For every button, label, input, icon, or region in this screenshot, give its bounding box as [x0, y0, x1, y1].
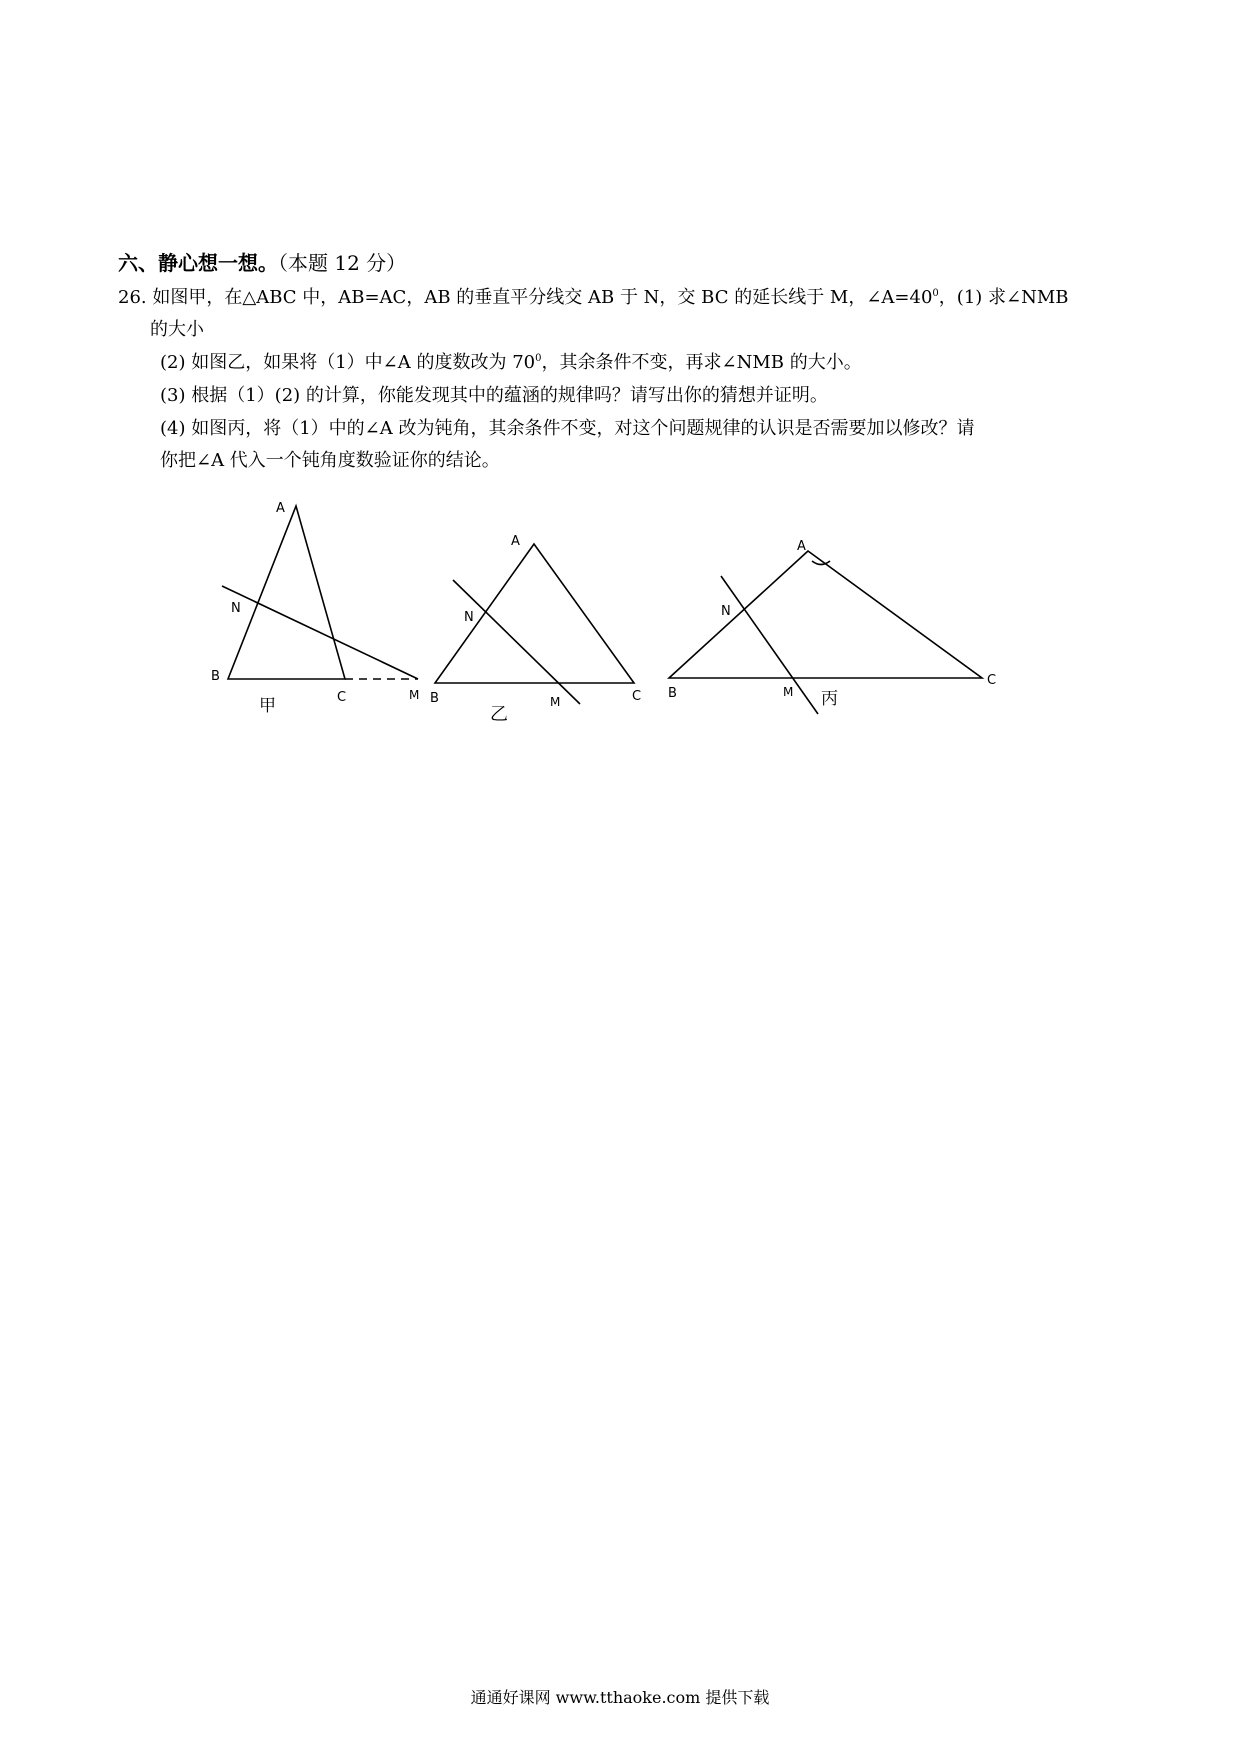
label-m-bing: M: [783, 685, 794, 699]
label-b-bing: B: [668, 686, 677, 701]
label-n-bing: N: [721, 604, 731, 619]
question-line-6: 你把∠A 代入一个钝角度数验证你的结论。: [160, 450, 500, 471]
label-a-jia: A: [276, 501, 285, 516]
label-n-jia: N: [231, 601, 241, 616]
geometry-figures: [0, 0, 1240, 760]
label-m-yi: M: [550, 695, 561, 709]
label-c-yi: C: [632, 689, 642, 704]
figure-jia: [222, 506, 418, 679]
question-line-2: 的大小: [150, 319, 204, 340]
caption-jia: 甲: [259, 696, 276, 716]
question-line-5: (4) 如图丙，将（1）中的∠A 改为钝角，其余条件不变，对这个问题规律的认识是否需要加以修改？请: [160, 418, 975, 439]
degree-sup: 0: [932, 288, 939, 299]
label-b-jia: B: [211, 669, 220, 684]
page-footer: 通通好课网 www.tthaoke.com 提供下载: [470, 1688, 770, 1707]
label-c-bing: C: [987, 673, 997, 688]
perpendicular-bisector-bing: [721, 576, 818, 714]
section-title: 六、静心想一想。: [118, 251, 278, 275]
perpendicular-bisector-yi: [453, 580, 580, 704]
label-b-yi: B: [430, 691, 439, 706]
caption-yi: 乙: [490, 704, 508, 725]
degree-sup: 0: [535, 353, 542, 364]
question-text: (2) 如图乙，如果将（1）中∠A 的度数改为 70: [160, 352, 536, 373]
caption-bing: 丙: [821, 689, 838, 709]
triangle-abc-jia: [228, 506, 345, 679]
section-points: （本题 12 分）: [278, 251, 407, 275]
label-n-yi: N: [464, 610, 474, 625]
question-line-4: (3) 根据（1）(2) 的计算，你能发现其中的蕴涵的规律吗？请写出你的猜想并证明。: [160, 385, 828, 406]
question-text: 26. 如图甲，在△ABC 中，AB=AC，AB 的垂直平分线交 AB 于 N，交 BC 的延长线于 M，∠A=40: [118, 287, 933, 308]
question-text: ，其余条件不变，再求∠NMB 的大小。: [541, 352, 862, 373]
label-c-jia: C: [337, 690, 347, 705]
label-a-bing: A: [797, 539, 806, 554]
angle-arc-a-bing: [812, 561, 830, 565]
question-text: ，(1) 求∠NMB: [938, 287, 1069, 308]
perpendicular-bisector-jia: [222, 586, 418, 679]
triangle-abc-bing: [669, 551, 982, 678]
label-a-yi: A: [511, 534, 520, 549]
label-m-jia: M: [409, 688, 420, 702]
